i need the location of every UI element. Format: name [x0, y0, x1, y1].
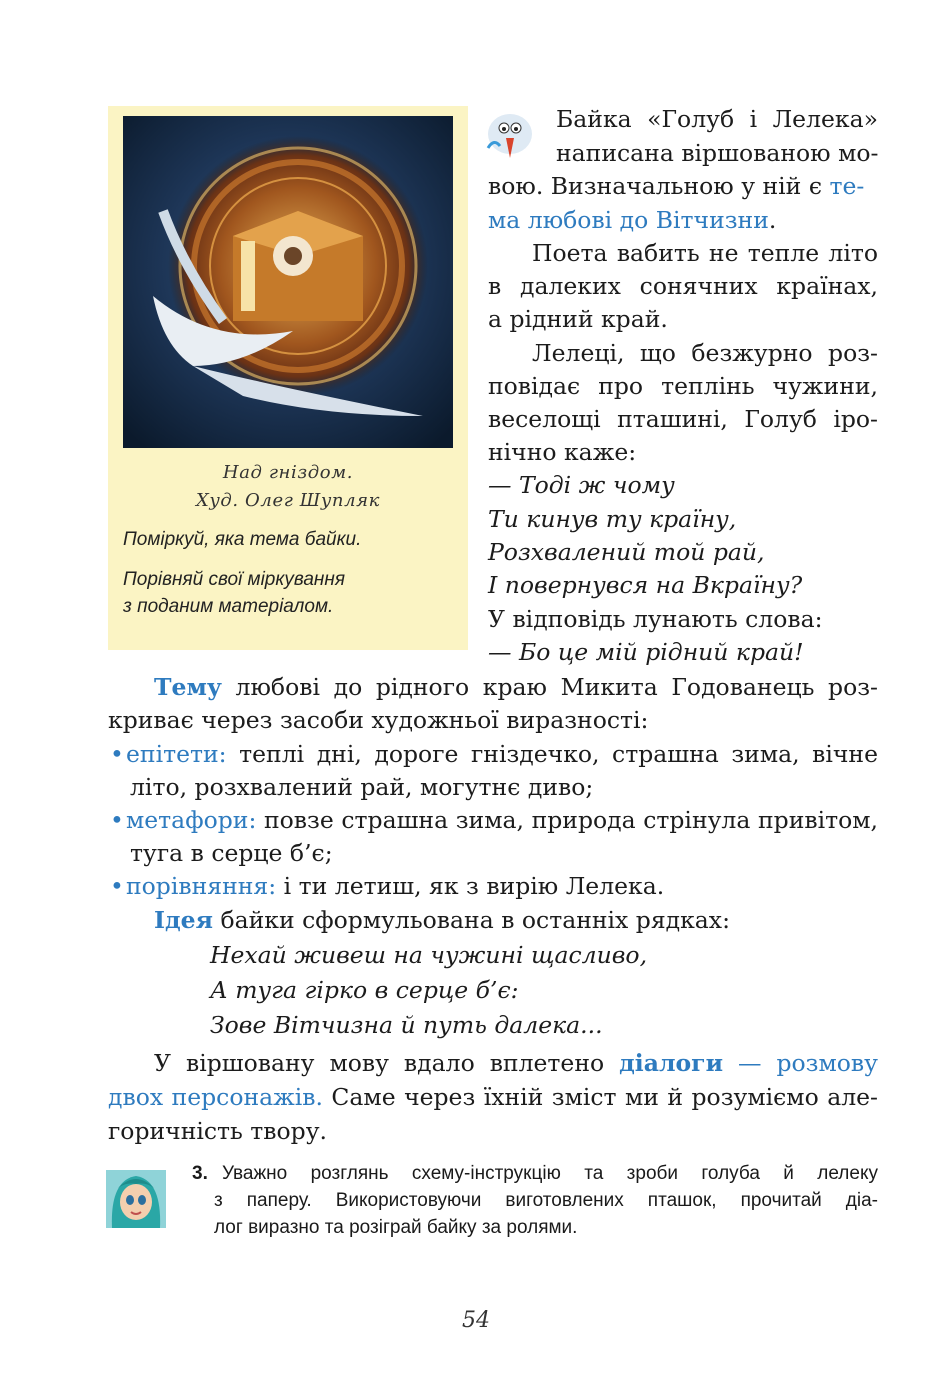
- intro-line-1: Байка «Голуб і Лелека»: [556, 105, 878, 133]
- theme-highlight-1: те-: [829, 172, 865, 200]
- caption-title: Над гніздом.: [222, 462, 354, 483]
- intro-line-2: написана віршованою мо-: [556, 139, 879, 167]
- dialog-term: діалоги: [619, 1049, 724, 1077]
- metaphors-line-1: метафори: повзе страшна зима, природа стрінула привітом,: [126, 806, 878, 834]
- page-number: 54: [462, 1308, 490, 1333]
- para2-line-1: Поета вабить не тепле літо: [532, 239, 878, 267]
- para3-line-1: Лелеці, що безжурно роз-: [532, 339, 878, 367]
- idea-quote-3: Зове Вітчизна й путь далека...: [210, 1011, 603, 1039]
- dialog-line-1: У віршовану мову вдало вплетено діалоги — розмову: [154, 1049, 878, 1077]
- exercise-line-1: Уважно розглянь схему-інструкцію та зроби голуба й лелеку: [222, 1163, 878, 1184]
- theme-line-1: Тему любові до рідного краю Микита Годованець роз-: [154, 673, 878, 701]
- exercise-line-3: лог виразно та розіграй байку за ролями.: [214, 1217, 578, 1238]
- para2-line-2: в далеких сонячних країнах,: [488, 272, 878, 300]
- exercise-line-2: з паперу. Використовуючи виготовлених пташок, прочитай діа-: [214, 1190, 878, 1211]
- dialog-line-2: двох персонажів. Саме через їхній зміст ми й розуміємо але-: [108, 1083, 878, 1111]
- stork-icon: [480, 108, 540, 164]
- epithets-term: епітети:: [126, 740, 227, 768]
- quote1-line-1: — Тоді ж чому: [488, 471, 675, 499]
- para3-line-4: нічно каже:: [488, 438, 637, 466]
- metaphors-term: метафори:: [126, 806, 257, 834]
- intro-line-4: ма любові до Вітчизни.: [488, 206, 777, 234]
- answer-line-1: У відповідь лунають слова:: [488, 605, 823, 633]
- answer-line-2: — Бо це мій рідний край!: [488, 638, 804, 666]
- compare-note-line2: з поданим матеріалом.: [123, 596, 334, 617]
- theme-highlight-2: ма любові до Вітчизни: [488, 206, 769, 234]
- bullet-dot-3: •: [110, 872, 124, 900]
- theme-line-2: криває через засоби художньої виразності:: [108, 706, 649, 734]
- exercise-number: 3.: [192, 1163, 208, 1184]
- figure-box: [108, 106, 468, 650]
- caption-author: Худ. Олег Шупляк: [195, 490, 381, 511]
- idea-quote-2: А туга гірко в серце б’є:: [210, 976, 519, 1004]
- quote1-line-2: Ти кинув ту країну,: [488, 505, 737, 533]
- think-note: Поміркуй, яка тема байки.: [123, 529, 362, 550]
- epithets-line-1: епітети: теплі дні, дороге гніздечко, страшна зима, вічне: [126, 740, 878, 768]
- idea-quote-1: Нехай живеш на чужині щасливо,: [210, 941, 648, 969]
- para3-line-2: повідає про теплінь чужини,: [488, 372, 878, 400]
- metaphors-line-2: туга в серце б’є;: [130, 839, 333, 867]
- epithets-line-2: літо, розхвалений рай, могутнє диво;: [130, 773, 594, 801]
- para2-line-3: а рідний край.: [488, 305, 668, 333]
- painting-image: [123, 116, 453, 448]
- quote1-line-4: І повернувся на Вкраїну?: [488, 571, 803, 599]
- dialog-line-3: горичність твору.: [108, 1117, 328, 1145]
- para3-line-3: веселощі пташині, Голуб іро-: [488, 405, 878, 433]
- comparison-line-1: порівняння: і ти летиш, як з вирію Лелека.: [126, 872, 665, 900]
- compare-note-line1: Порівняй свої міркування: [123, 569, 345, 590]
- dialog-highlight: двох персонажів.: [108, 1083, 323, 1111]
- girl-avatar-icon: [106, 1170, 166, 1228]
- theme-term: Тему: [154, 673, 222, 701]
- intro-line-3: вою. Визначальною у ній є те-: [488, 172, 865, 200]
- bullet-dot-2: •: [110, 806, 124, 834]
- comparison-term: порівняння:: [126, 872, 277, 900]
- idea-term: Ідея: [154, 906, 213, 934]
- quote1-line-3: Розхвалений той рай,: [488, 538, 765, 566]
- idea-line: Ідея байки сформульована в останніх рядках:: [154, 906, 730, 934]
- bullet-dot-1: •: [110, 740, 124, 768]
